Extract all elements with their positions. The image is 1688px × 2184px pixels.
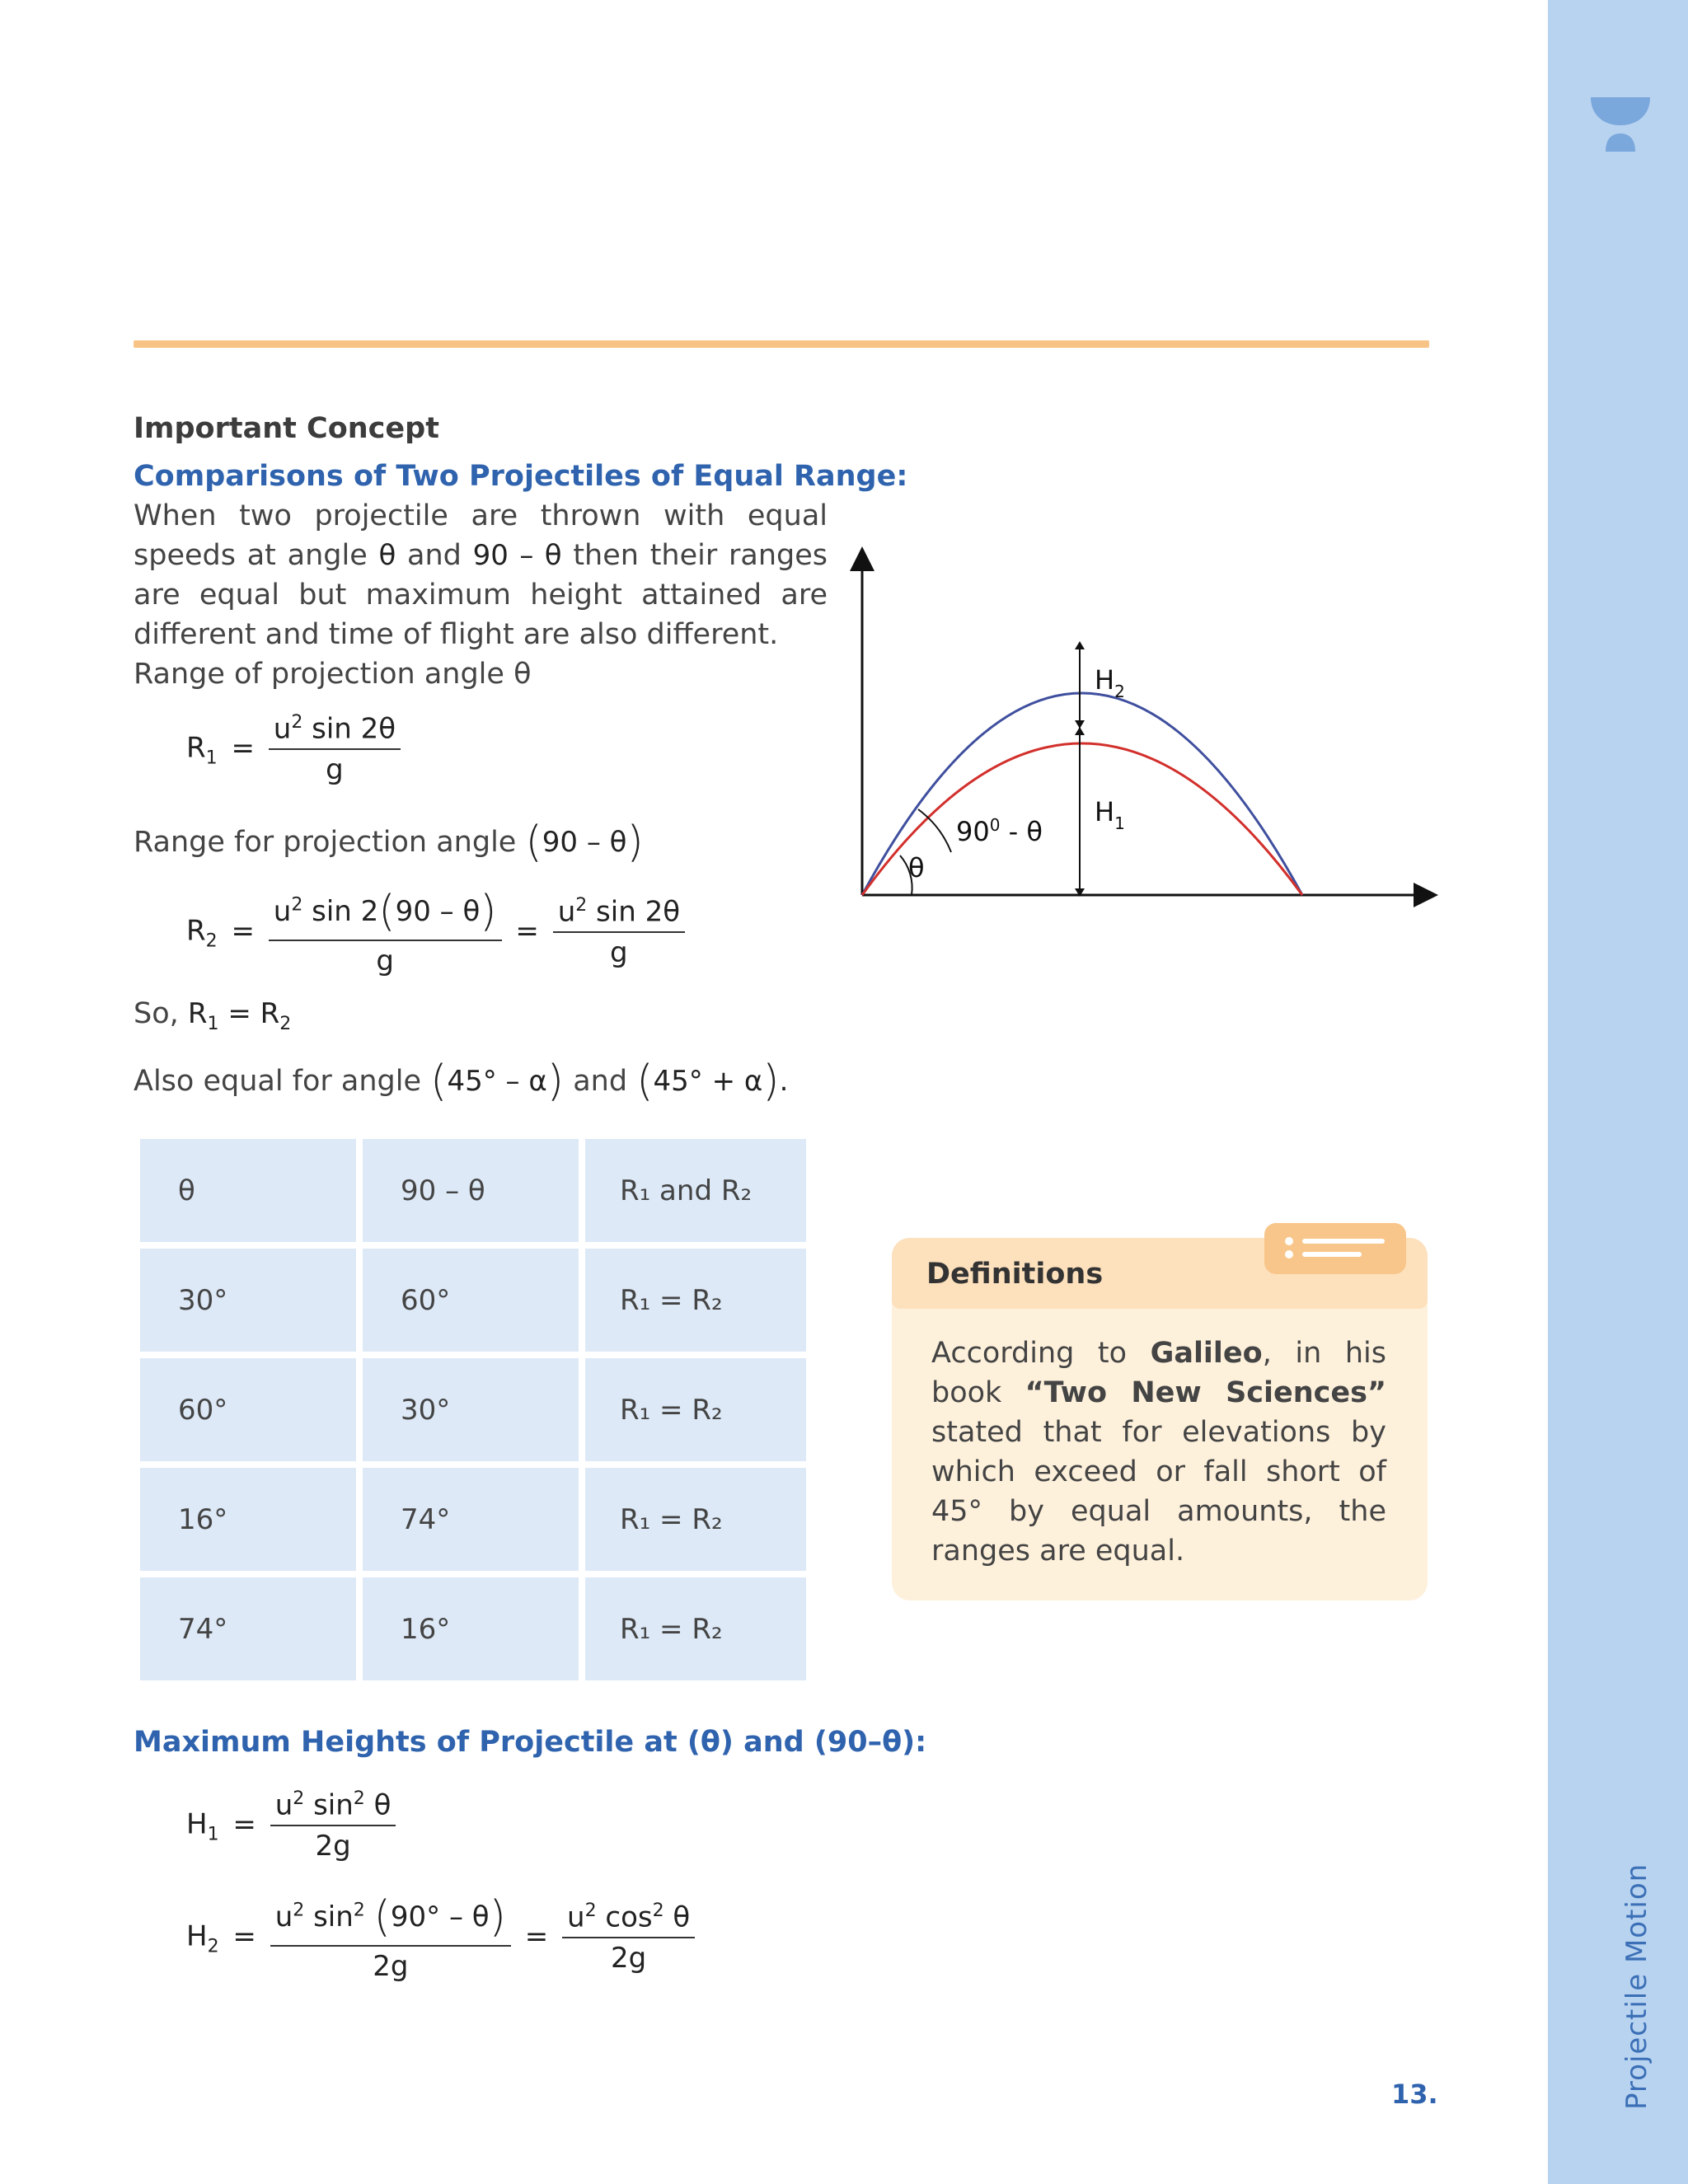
formula-h2: $H_2$ = $\frac{u^2 \sin^2 (90^\circ - \theta)}{2g}$ = $\frac{u^2 \cos^2 \theta}{2g}$ [186, 1892, 695, 1983]
table-cell: 60° [140, 1358, 356, 1461]
right-sidebar [1548, 0, 1688, 2184]
table-cell: 16° [363, 1577, 579, 1680]
table-header-cell: θ [140, 1139, 356, 1242]
important-concept-label: Important Concept [134, 412, 439, 445]
table-header-cell: 90 – θ [363, 1139, 579, 1242]
table-cell: R₁ = R₂ [585, 1577, 806, 1680]
projectile-diagram [849, 544, 1442, 915]
table-row [140, 1249, 806, 1352]
list-icon [1264, 1223, 1406, 1274]
sidebar-chapter-title: Projectile Motion [1620, 1863, 1653, 2110]
formula-h1: $H_1$ = $\frac{u^2 \sin^2 \theta}{2g}$ [186, 1788, 396, 1863]
trajectory-low [862, 743, 1302, 895]
label-h2: $H_2$ [1095, 664, 1125, 701]
page-number: 13. [1391, 2079, 1438, 2110]
label-complement: $90^0$ - θ [956, 815, 1043, 847]
also-equal-line: Also equal for angle (45° – α) and (45° + α). [134, 1057, 789, 1106]
formula-r2: $R_2$ = $\frac{u^2 \sin 2(90 - \theta)}{g}$ = $\frac{u^2 \sin 2\theta}{g}$ [186, 887, 685, 977]
table-row [140, 1468, 806, 1571]
section-heading-heights: Maximum Heights of Projectile at (θ) and (90–θ): [134, 1726, 927, 1759]
definitions-title: Definitions [926, 1258, 1104, 1291]
table-cell: R₁ = R₂ [585, 1468, 806, 1571]
label-h1: $H_1$ [1095, 796, 1125, 833]
so-r1-equals-r2: So, $R_1 = R_2$ [134, 997, 292, 1034]
table-cell: 30° [140, 1249, 356, 1352]
label-theta: θ [908, 852, 925, 883]
table-cell: R₁ = R₂ [585, 1358, 806, 1461]
definitions-tab [1264, 1223, 1406, 1274]
section-heading-equal-range: Comparisons of Two Projectiles of Equal Range: [134, 460, 908, 493]
table-row [140, 1577, 806, 1680]
table-cell: 74° [140, 1577, 356, 1680]
header-rule [134, 340, 1429, 348]
table-cell: R₁ = R₂ [585, 1249, 806, 1352]
table-row [140, 1358, 806, 1461]
range-label: Range of projection angle θ [134, 658, 532, 691]
table-cell: 30° [363, 1358, 579, 1461]
definitions-text: According to Galileo, in his book “Two New Sciences” stated that for elevations by which exceed or fall short of 45° by equal amounts, the ranges are equal. [931, 1337, 1386, 1568]
concept-paragraph: When two projectile are thrown with equal speeds at angle θ and 90 – θ then their ranges are equal but maximum height attained are different and time of flight are also different. [134, 499, 828, 651]
formula-r1: $R_1$ = $\frac{u^2 \sin 2\theta}{g}$ [186, 712, 401, 786]
table-cell: 16° [140, 1468, 356, 1571]
table-cell: 74° [363, 1468, 579, 1571]
table-header-cell: R₁ and R₂ [585, 1139, 806, 1242]
logo-icon [1591, 97, 1650, 152]
angle-arc-complement [918, 809, 951, 852]
range-label-2: Range for projection angle (90 – θ) [134, 818, 644, 867]
table-header-row [140, 1139, 806, 1242]
table-cell: 60° [363, 1249, 579, 1352]
comparison-table [134, 1132, 813, 1687]
